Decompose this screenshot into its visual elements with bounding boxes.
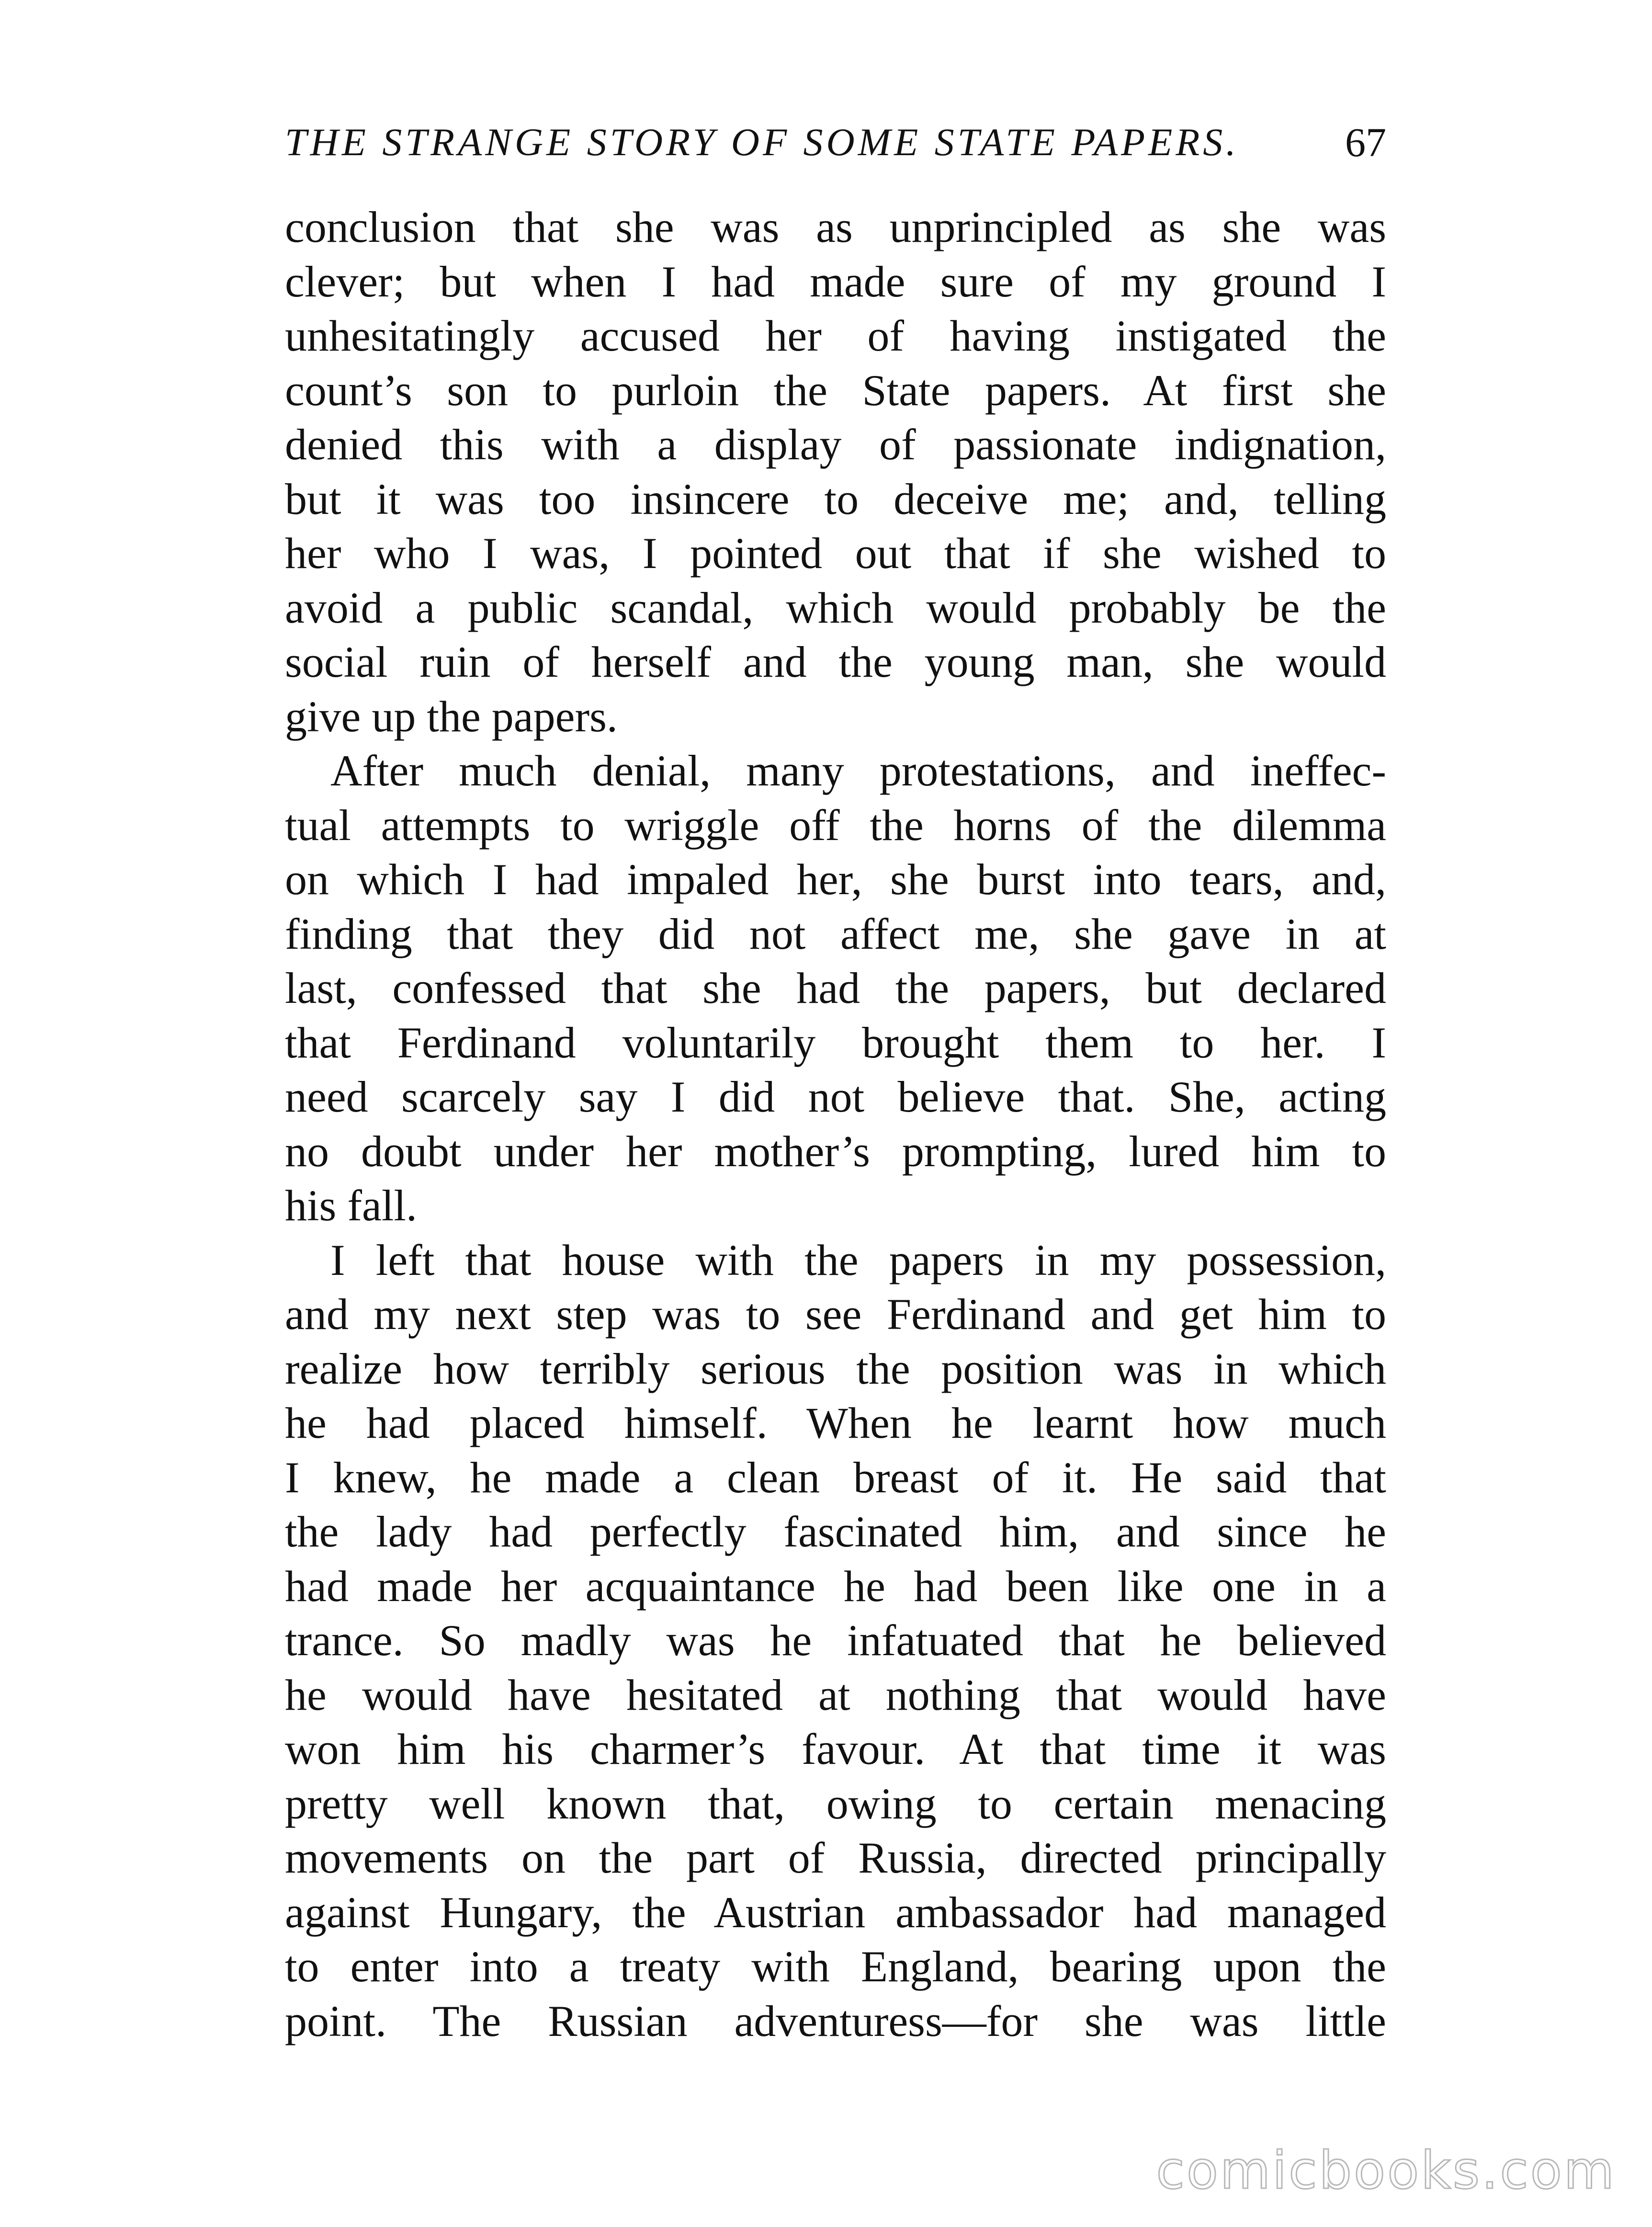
text-line: trance. So madly was he infatuated that he believed bbox=[285, 1616, 1386, 1665]
text-line: that Ferdinand voluntarily brought them to her. I bbox=[285, 1018, 1386, 1067]
text-line: tual attempts to wriggle off the horns of the dilemma bbox=[285, 800, 1386, 850]
text-line: he had placed himself. When he learnt how much bbox=[285, 1398, 1386, 1447]
text-line: won him his charmer’s favour. At that time it was bbox=[285, 1725, 1386, 1773]
text-line: the lady had perfectly fascinated him, and since he bbox=[285, 1507, 1386, 1556]
text-line: need scarcely say I did not believe that. She, acting bbox=[285, 1072, 1386, 1121]
page-number: 67 bbox=[1345, 119, 1386, 165]
text-line: point. The Russian adventuress—for she was little bbox=[285, 1996, 1386, 2045]
text-line: last, confessed that she had the papers, but declared bbox=[285, 964, 1386, 1012]
text-line: no doubt under her mother’s prompting, lured him to bbox=[285, 1126, 1386, 1176]
running-title: THE STRANGE STORY OF SOME STATE PAPERS. bbox=[285, 120, 1239, 164]
text-line: on which I had impaled her, she burst into tears, and, bbox=[285, 855, 1386, 904]
text-line: pretty well known that, owing to certain menacing bbox=[285, 1779, 1386, 1828]
watermark-logo: comicbooks.com bbox=[1156, 2141, 1616, 2201]
text-line: avoid a public scandal, which would probably be the bbox=[285, 583, 1386, 632]
text-line: conclusion that she was as unprincipled as she was bbox=[285, 203, 1386, 251]
text-line: her who I was, I pointed out that if she wished to bbox=[285, 529, 1386, 578]
text-line: give up the papers. bbox=[285, 692, 618, 741]
text-line: he would have hesitated at nothing that would have bbox=[285, 1670, 1386, 1719]
text-line: had made her acquaintance he had been like one in a bbox=[285, 1561, 1386, 1611]
text-line: denied this with a display of passionate indignation, bbox=[285, 420, 1386, 469]
text-line: his fall. bbox=[285, 1181, 417, 1230]
text-line: realize how terribly serious the position was in which bbox=[285, 1344, 1386, 1393]
text-line: clever; but when I had made sure of my ground I bbox=[285, 257, 1386, 306]
text-line: movements on the part of Russia, directed principally bbox=[285, 1833, 1386, 1882]
text-line: against Hungary, the Austrian ambassador had managed bbox=[285, 1887, 1386, 1937]
text-line: I knew, he made a clean breast of it. He said that bbox=[285, 1453, 1386, 1502]
body-text bbox=[285, 200, 1386, 2048]
text-line: finding that they did not affect me, she gave in at bbox=[285, 909, 1386, 958]
text-line: After much denial, many protestations, and ineffec- bbox=[330, 746, 1386, 795]
page-header bbox=[285, 116, 1386, 169]
text-line: I left that house with the papers in my possession, bbox=[330, 1235, 1386, 1284]
text-line: to enter into a treaty with England, bearing upon the bbox=[285, 1942, 1386, 1991]
text-line: and my next step was to see Ferdinand and get him to bbox=[285, 1290, 1386, 1339]
text-line: but it was too insincere to deceive me; and, telling bbox=[285, 474, 1386, 523]
text-line: social ruin of herself and the young man, she would bbox=[285, 637, 1386, 686]
text-line: count’s son to purloin the State papers. At first she bbox=[285, 365, 1386, 415]
text-line: unhesitatingly accused her of having instigated the bbox=[285, 311, 1386, 360]
